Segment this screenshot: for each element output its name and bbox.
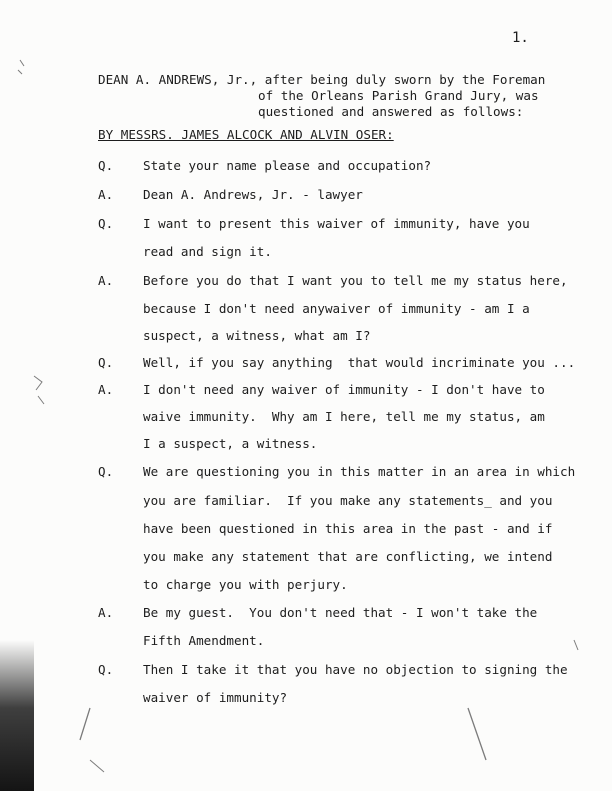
scan-speck-mark [574, 640, 578, 650]
intro-line: DEAN A. ANDREWS, Jr., after being duly sworn by the Foreman [98, 72, 546, 87]
page-number: 1. [512, 30, 529, 46]
transcript-line: Well, if you say anything that would incriminate you ... [143, 355, 576, 370]
speaker-label: A. [98, 273, 114, 288]
transcript-line: because I don't need anywaiver of immunity - am I a [143, 301, 530, 316]
transcript-line: Dean A. Andrews, Jr. - lawyer [143, 187, 363, 202]
scan-speck-mark [90, 760, 104, 772]
speaker-label: A. [98, 605, 114, 620]
transcript-line: suspect, a witness, what am I? [143, 328, 371, 343]
transcript-line: We are questioning you in this matter in an area in which [143, 464, 576, 479]
transcript-line: Then I take it that you have no objection to signing the [143, 662, 568, 677]
transcript-line: I want to present this waiver of immunity, have you [143, 216, 530, 231]
transcript-line: have been questioned in this area in the past - and if [143, 521, 553, 536]
transcript-line: waiver of immunity? [143, 690, 288, 705]
scan-speck-mark [18, 60, 24, 74]
transcript-line: Fifth Amendment. [143, 633, 265, 648]
transcript-line: to charge you with perjury. [143, 577, 348, 592]
speaker-label: Q. [98, 158, 114, 173]
examiners-heading: BY MESSRS. JAMES ALCOCK AND ALVIN OSER: [98, 127, 394, 142]
intro-line: questioned and answered as follows: [258, 104, 524, 119]
transcript-line: State your name please and occupation? [143, 158, 432, 173]
speaker-label: A. [98, 187, 114, 202]
pen-stroke-mark [468, 708, 486, 760]
transcript-line: Before you do that I want you to tell me my status here, [143, 273, 568, 288]
scan-speck-mark [34, 376, 44, 404]
transcript-line: I a suspect, a witness. [143, 436, 318, 451]
transcript-line: you make any statement that are conflicting, we intend [143, 549, 553, 564]
transcript-line: read and sign it. [143, 244, 272, 259]
transcript-line: I don't need any waiver of immunity - I don't have to [143, 382, 545, 397]
speaker-label: Q. [98, 355, 114, 370]
speaker-label: A. [98, 382, 114, 397]
speaker-label: Q. [98, 662, 114, 677]
intro-line: of the Orleans Parish Grand Jury, was [258, 88, 539, 103]
transcript-line: waive immunity. Why am I here, tell me my status, am [143, 409, 545, 424]
speaker-label: Q. [98, 464, 114, 479]
witness-intro [98, 72, 558, 120]
pen-stroke-mark [80, 708, 90, 740]
transcript-line: you are familiar. If you make any statements_ and you [143, 493, 553, 508]
transcript-line: Be my guest. You don't need that - I won't take the [143, 605, 538, 620]
speaker-label: Q. [98, 216, 114, 231]
